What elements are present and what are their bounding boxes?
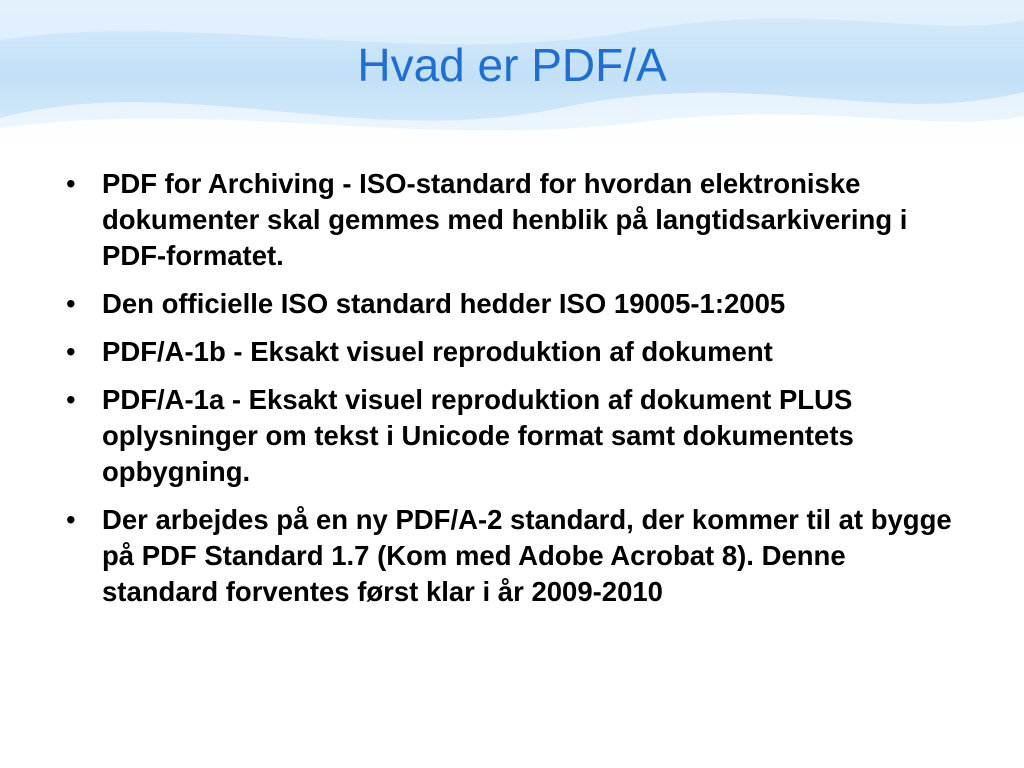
bullet-text: PDF/A-1a - Eksakt visuel reproduktion af dokument PLUS oplysninger om tekst i Unicode format samt dokumentets opbygning.: [102, 384, 854, 487]
bullet-icon: •: [66, 336, 76, 367]
slide-content: [60, 166, 960, 622]
bullet-text: Der arbejdes på en ny PDF/A-2 standard, der kommer til at bygge på PDF Standard 1.7 (Kom med Adobe Acrobat 8). Denne standard forventes først klar i år 2009-2010: [102, 504, 952, 607]
bullet-item: [60, 382, 960, 490]
bullet-text: Den officielle ISO standard hedder ISO 19005-1:2005: [102, 288, 786, 319]
bullet-item: [60, 502, 960, 610]
bullet-text: PDF/A-1b - Eksakt visuel reproduktion af dokument: [102, 336, 773, 367]
bullet-list: [60, 166, 960, 610]
header-band: [0, 0, 1024, 138]
bullet-item: [60, 166, 960, 274]
bullet-text: PDF for Archiving - ISO-standard for hvordan elektroniske dokumenter skal gemmes med henblik på langtidsarkivering i PDF-formatet.: [102, 168, 908, 271]
bullet-icon: •: [66, 288, 76, 319]
bullet-icon: •: [66, 168, 76, 199]
slide-title: Hvad er PDF/A: [357, 39, 667, 91]
bullet-item: [60, 286, 960, 322]
bullet-icon: •: [66, 504, 76, 535]
bullet-item: [60, 334, 960, 370]
bullet-icon: •: [66, 384, 76, 415]
